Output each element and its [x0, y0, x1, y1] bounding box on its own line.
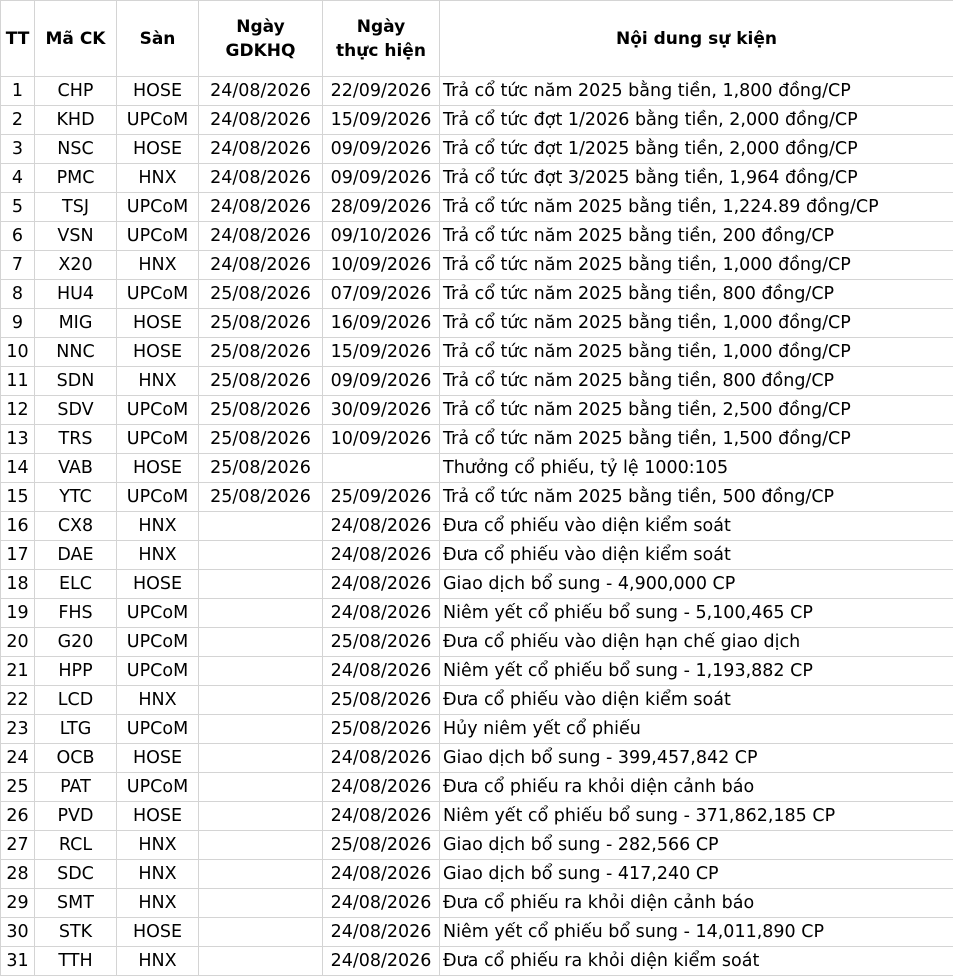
cell-san: HNX	[117, 367, 199, 396]
cell-noi-dung: Trả cổ tức đợt 1/2025 bằng tiền, 2,000 đồng/CP	[440, 135, 953, 164]
cell-ma-ck: OCB	[35, 744, 117, 773]
cell-san: UPCoM	[117, 222, 199, 251]
cell-tt: 31	[1, 947, 35, 976]
cell-noi-dung: Trả cổ tức năm 2025 bằng tiền, 1,000 đồng/CP	[440, 251, 953, 280]
cell-noi-dung: Thưởng cổ phiếu, tỷ lệ 1000:105	[440, 454, 953, 483]
cell-ngay-thuc-hien: 24/08/2026	[323, 657, 440, 686]
table-row	[1, 918, 953, 947]
cell-noi-dung: Trả cổ tức năm 2025 bằng tiền, 1,000 đồng/CP	[440, 338, 953, 367]
cell-ngay-gdkhq	[199, 860, 323, 889]
cell-noi-dung: Niêm yết cổ phiếu bổ sung - 371,862,185 CP	[440, 802, 953, 831]
table-row	[1, 599, 953, 628]
cell-ngay-gdkhq: 25/08/2026	[199, 425, 323, 454]
table-row	[1, 802, 953, 831]
cell-ngay-thuc-hien: 15/09/2026	[323, 338, 440, 367]
cell-ngay-thuc-hien: 24/08/2026	[323, 541, 440, 570]
table-header	[1, 1, 953, 77]
cell-ma-ck: VSN	[35, 222, 117, 251]
cell-ngay-thuc-hien: 25/08/2026	[323, 628, 440, 657]
cell-noi-dung: Trả cổ tức năm 2025 bằng tiền, 800 đồng/CP	[440, 280, 953, 309]
cell-tt: 4	[1, 164, 35, 193]
cell-san: HNX	[117, 512, 199, 541]
cell-ngay-gdkhq: 24/08/2026	[199, 251, 323, 280]
cell-noi-dung: Giao dịch bổ sung - 417,240 CP	[440, 860, 953, 889]
header-ngay-gdkhq	[199, 1, 323, 77]
table-row	[1, 889, 953, 918]
cell-tt: 8	[1, 280, 35, 309]
cell-noi-dung: Đưa cổ phiếu vào diện kiểm soát	[440, 512, 953, 541]
table-row	[1, 338, 953, 367]
cell-ma-ck: ELC	[35, 570, 117, 599]
cell-ma-ck: TSJ	[35, 193, 117, 222]
cell-san: UPCoM	[117, 628, 199, 657]
cell-ngay-gdkhq: 25/08/2026	[199, 454, 323, 483]
cell-ma-ck: TRS	[35, 425, 117, 454]
cell-san: HNX	[117, 251, 199, 280]
cell-ngay-gdkhq	[199, 918, 323, 947]
cell-san: HOSE	[117, 135, 199, 164]
cell-ngay-gdkhq	[199, 657, 323, 686]
cell-ngay-gdkhq: 24/08/2026	[199, 77, 323, 106]
table-body	[1, 77, 953, 976]
cell-tt: 16	[1, 512, 35, 541]
cell-tt: 22	[1, 686, 35, 715]
header-gdkhq-line2: GDKHQ	[225, 40, 296, 61]
cell-ma-ck: CX8	[35, 512, 117, 541]
cell-ngay-thuc-hien: 09/09/2026	[323, 135, 440, 164]
table-row	[1, 222, 953, 251]
header-ngay-thuc-hien	[323, 1, 440, 77]
cell-ngay-thuc-hien: 10/09/2026	[323, 425, 440, 454]
cell-san: HNX	[117, 947, 199, 976]
cell-ma-ck: TTH	[35, 947, 117, 976]
cell-tt: 2	[1, 106, 35, 135]
cell-tt: 23	[1, 715, 35, 744]
cell-ngay-thuc-hien: 24/08/2026	[323, 860, 440, 889]
cell-ngay-thuc-hien	[323, 454, 440, 483]
cell-ngay-gdkhq: 25/08/2026	[199, 396, 323, 425]
header-noi-dung: Nội dung sự kiện	[440, 1, 953, 77]
cell-ngay-thuc-hien: 24/08/2026	[323, 773, 440, 802]
cell-ma-ck: LCD	[35, 686, 117, 715]
table-row	[1, 541, 953, 570]
cell-tt: 9	[1, 309, 35, 338]
cell-tt: 15	[1, 483, 35, 512]
cell-ma-ck: SMT	[35, 889, 117, 918]
table-row	[1, 483, 953, 512]
header-gdkhq-line1: Ngày	[236, 16, 285, 37]
cell-ma-ck: PMC	[35, 164, 117, 193]
cell-noi-dung: Đưa cổ phiếu vào diện kiểm soát	[440, 686, 953, 715]
cell-ma-ck: CHP	[35, 77, 117, 106]
cell-tt: 19	[1, 599, 35, 628]
cell-tt: 3	[1, 135, 35, 164]
cell-ma-ck: FHS	[35, 599, 117, 628]
cell-ngay-gdkhq: 24/08/2026	[199, 135, 323, 164]
cell-ngay-gdkhq	[199, 686, 323, 715]
cell-noi-dung: Đưa cổ phiếu vào diện hạn chế giao dịch	[440, 628, 953, 657]
cell-ma-ck: PAT	[35, 773, 117, 802]
table-row	[1, 570, 953, 599]
cell-san: UPCoM	[117, 599, 199, 628]
table-row	[1, 831, 953, 860]
table-row	[1, 164, 953, 193]
cell-ma-ck: NNC	[35, 338, 117, 367]
cell-tt: 28	[1, 860, 35, 889]
cell-ngay-gdkhq: 24/08/2026	[199, 106, 323, 135]
cell-tt: 14	[1, 454, 35, 483]
cell-noi-dung: Trả cổ tức năm 2025 bằng tiền, 200 đồng/CP	[440, 222, 953, 251]
cell-san: UPCoM	[117, 715, 199, 744]
cell-ngay-thuc-hien: 15/09/2026	[323, 106, 440, 135]
table-row	[1, 512, 953, 541]
cell-ma-ck: HU4	[35, 280, 117, 309]
cell-noi-dung: Trả cổ tức đợt 3/2025 bằng tiền, 1,964 đồng/CP	[440, 164, 953, 193]
cell-san: UPCoM	[117, 657, 199, 686]
cell-ma-ck: G20	[35, 628, 117, 657]
cell-ngay-thuc-hien: 25/08/2026	[323, 715, 440, 744]
cell-ngay-gdkhq: 24/08/2026	[199, 164, 323, 193]
cell-san: HOSE	[117, 802, 199, 831]
cell-ngay-gdkhq	[199, 715, 323, 744]
cell-tt: 7	[1, 251, 35, 280]
cell-ma-ck: SDC	[35, 860, 117, 889]
table-row	[1, 744, 953, 773]
cell-ma-ck: DAE	[35, 541, 117, 570]
cell-noi-dung: Niêm yết cổ phiếu bổ sung - 5,100,465 CP	[440, 599, 953, 628]
cell-ngay-gdkhq	[199, 570, 323, 599]
cell-san: HNX	[117, 831, 199, 860]
cell-noi-dung: Hủy niêm yết cổ phiếu	[440, 715, 953, 744]
header-ma-ck: Mã CK	[35, 1, 117, 77]
cell-tt: 11	[1, 367, 35, 396]
cell-tt: 6	[1, 222, 35, 251]
header-row	[1, 1, 953, 77]
cell-san: HNX	[117, 860, 199, 889]
cell-san: HOSE	[117, 77, 199, 106]
table-row	[1, 425, 953, 454]
cell-ngay-thuc-hien: 09/10/2026	[323, 222, 440, 251]
cell-san: UPCoM	[117, 396, 199, 425]
cell-ngay-thuc-hien: 25/08/2026	[323, 831, 440, 860]
cell-tt: 27	[1, 831, 35, 860]
cell-ngay-gdkhq: 25/08/2026	[199, 367, 323, 396]
table-row	[1, 135, 953, 164]
cell-noi-dung: Niêm yết cổ phiếu bổ sung - 1,193,882 CP	[440, 657, 953, 686]
cell-noi-dung: Trả cổ tức năm 2025 bằng tiền, 1,500 đồng/CP	[440, 425, 953, 454]
cell-san: HOSE	[117, 454, 199, 483]
cell-noi-dung: Trả cổ tức đợt 1/2026 bằng tiền, 2,000 đồng/CP	[440, 106, 953, 135]
cell-ngay-gdkhq	[199, 512, 323, 541]
cell-ma-ck: X20	[35, 251, 117, 280]
cell-noi-dung: Trả cổ tức năm 2025 bằng tiền, 1,000 đồng/CP	[440, 309, 953, 338]
cell-san: HNX	[117, 686, 199, 715]
table-row	[1, 251, 953, 280]
cell-ma-ck: RCL	[35, 831, 117, 860]
cell-tt: 17	[1, 541, 35, 570]
table-row	[1, 367, 953, 396]
cell-ngay-thuc-hien: 24/08/2026	[323, 570, 440, 599]
cell-ngay-gdkhq	[199, 831, 323, 860]
cell-san: UPCoM	[117, 773, 199, 802]
cell-ngay-thuc-hien: 24/08/2026	[323, 918, 440, 947]
table-row	[1, 309, 953, 338]
cell-san: HOSE	[117, 570, 199, 599]
cell-ma-ck: PVD	[35, 802, 117, 831]
cell-ngay-thuc-hien: 25/08/2026	[323, 686, 440, 715]
cell-noi-dung: Trả cổ tức năm 2025 bằng tiền, 1,224.89 đồng/CP	[440, 193, 953, 222]
cell-noi-dung: Giao dịch bổ sung - 282,566 CP	[440, 831, 953, 860]
cell-tt: 21	[1, 657, 35, 686]
cell-san: UPCoM	[117, 280, 199, 309]
cell-tt: 12	[1, 396, 35, 425]
cell-noi-dung: Đưa cổ phiếu ra khỏi diện cảnh báo	[440, 889, 953, 918]
cell-ngay-thuc-hien: 24/08/2026	[323, 802, 440, 831]
table-row	[1, 715, 953, 744]
table-row	[1, 396, 953, 425]
cell-ngay-gdkhq	[199, 541, 323, 570]
cell-noi-dung: Giao dịch bổ sung - 399,457,842 CP	[440, 744, 953, 773]
table-row	[1, 454, 953, 483]
header-tt: TT	[1, 1, 35, 77]
cell-tt: 10	[1, 338, 35, 367]
cell-ma-ck: HPP	[35, 657, 117, 686]
cell-san: HOSE	[117, 744, 199, 773]
header-thuchien-line2: thực hiện	[336, 40, 426, 61]
table-row	[1, 106, 953, 135]
cell-ngay-thuc-hien: 16/09/2026	[323, 309, 440, 338]
cell-ngay-thuc-hien: 24/08/2026	[323, 744, 440, 773]
cell-san: HNX	[117, 889, 199, 918]
cell-ngay-thuc-hien: 09/09/2026	[323, 367, 440, 396]
cell-ma-ck: NSC	[35, 135, 117, 164]
cell-san: UPCoM	[117, 483, 199, 512]
cell-ngay-thuc-hien: 09/09/2026	[323, 164, 440, 193]
cell-noi-dung: Trả cổ tức năm 2025 bằng tiền, 800 đồng/CP	[440, 367, 953, 396]
cell-noi-dung: Trả cổ tức năm 2025 bằng tiền, 500 đồng/CP	[440, 483, 953, 512]
cell-tt: 26	[1, 802, 35, 831]
cell-noi-dung: Giao dịch bổ sung - 4,900,000 CP	[440, 570, 953, 599]
cell-ngay-gdkhq	[199, 802, 323, 831]
cell-san: HNX	[117, 164, 199, 193]
table-row	[1, 686, 953, 715]
cell-noi-dung: Trả cổ tức năm 2025 bằng tiền, 1,800 đồng/CP	[440, 77, 953, 106]
table-row	[1, 280, 953, 309]
table-row	[1, 77, 953, 106]
cell-ngay-thuc-hien: 25/09/2026	[323, 483, 440, 512]
cell-tt: 29	[1, 889, 35, 918]
cell-noi-dung: Trả cổ tức năm 2025 bằng tiền, 2,500 đồng/CP	[440, 396, 953, 425]
cell-tt: 20	[1, 628, 35, 657]
cell-ma-ck: KHD	[35, 106, 117, 135]
cell-ngay-gdkhq: 25/08/2026	[199, 280, 323, 309]
cell-ngay-gdkhq	[199, 889, 323, 918]
cell-san: HNX	[117, 541, 199, 570]
cell-tt: 5	[1, 193, 35, 222]
table-row	[1, 628, 953, 657]
cell-ngay-gdkhq: 24/08/2026	[199, 222, 323, 251]
cell-ngay-thuc-hien: 24/08/2026	[323, 512, 440, 541]
cell-ngay-gdkhq	[199, 773, 323, 802]
cell-tt: 18	[1, 570, 35, 599]
cell-san: HOSE	[117, 918, 199, 947]
cell-ngay-thuc-hien: 24/08/2026	[323, 889, 440, 918]
table-row	[1, 657, 953, 686]
cell-ngay-gdkhq	[199, 744, 323, 773]
cell-san: UPCoM	[117, 106, 199, 135]
cell-ngay-gdkhq: 24/08/2026	[199, 193, 323, 222]
cell-ngay-thuc-hien: 24/08/2026	[323, 947, 440, 976]
cell-ma-ck: STK	[35, 918, 117, 947]
cell-ma-ck: YTC	[35, 483, 117, 512]
cell-tt: 24	[1, 744, 35, 773]
cell-noi-dung: Đưa cổ phiếu ra khỏi diện kiểm soát	[440, 947, 953, 976]
cell-san: UPCoM	[117, 425, 199, 454]
table-row	[1, 947, 953, 976]
cell-ma-ck: LTG	[35, 715, 117, 744]
cell-tt: 30	[1, 918, 35, 947]
cell-san: HOSE	[117, 309, 199, 338]
header-thuchien-line1: Ngày	[356, 16, 406, 37]
cell-ngay-thuc-hien: 28/09/2026	[323, 193, 440, 222]
table-row	[1, 860, 953, 889]
cell-ma-ck: MIG	[35, 309, 117, 338]
cell-san: HOSE	[117, 338, 199, 367]
cell-ngay-thuc-hien: 07/09/2026	[323, 280, 440, 309]
cell-ma-ck: SDN	[35, 367, 117, 396]
cell-ngay-gdkhq: 25/08/2026	[199, 309, 323, 338]
cell-noi-dung: Đưa cổ phiếu vào diện kiểm soát	[440, 541, 953, 570]
cell-ngay-gdkhq	[199, 628, 323, 657]
cell-noi-dung: Đưa cổ phiếu ra khỏi diện cảnh báo	[440, 773, 953, 802]
cell-ngay-gdkhq	[199, 947, 323, 976]
cell-ngay-thuc-hien: 22/09/2026	[323, 77, 440, 106]
cell-tt: 25	[1, 773, 35, 802]
cell-ngay-thuc-hien: 10/09/2026	[323, 251, 440, 280]
cell-ma-ck: SDV	[35, 396, 117, 425]
cell-ngay-gdkhq: 25/08/2026	[199, 338, 323, 367]
table-row	[1, 193, 953, 222]
cell-tt: 1	[1, 77, 35, 106]
cell-noi-dung: Niêm yết cổ phiếu bổ sung - 14,011,890 CP	[440, 918, 953, 947]
header-san: Sàn	[117, 1, 199, 77]
cell-ngay-gdkhq	[199, 599, 323, 628]
table-row	[1, 773, 953, 802]
cell-tt: 13	[1, 425, 35, 454]
cell-ngay-thuc-hien: 24/08/2026	[323, 599, 440, 628]
cell-ma-ck: VAB	[35, 454, 117, 483]
cell-ngay-thuc-hien: 30/09/2026	[323, 396, 440, 425]
cell-ngay-gdkhq: 25/08/2026	[199, 483, 323, 512]
cell-san: UPCoM	[117, 193, 199, 222]
